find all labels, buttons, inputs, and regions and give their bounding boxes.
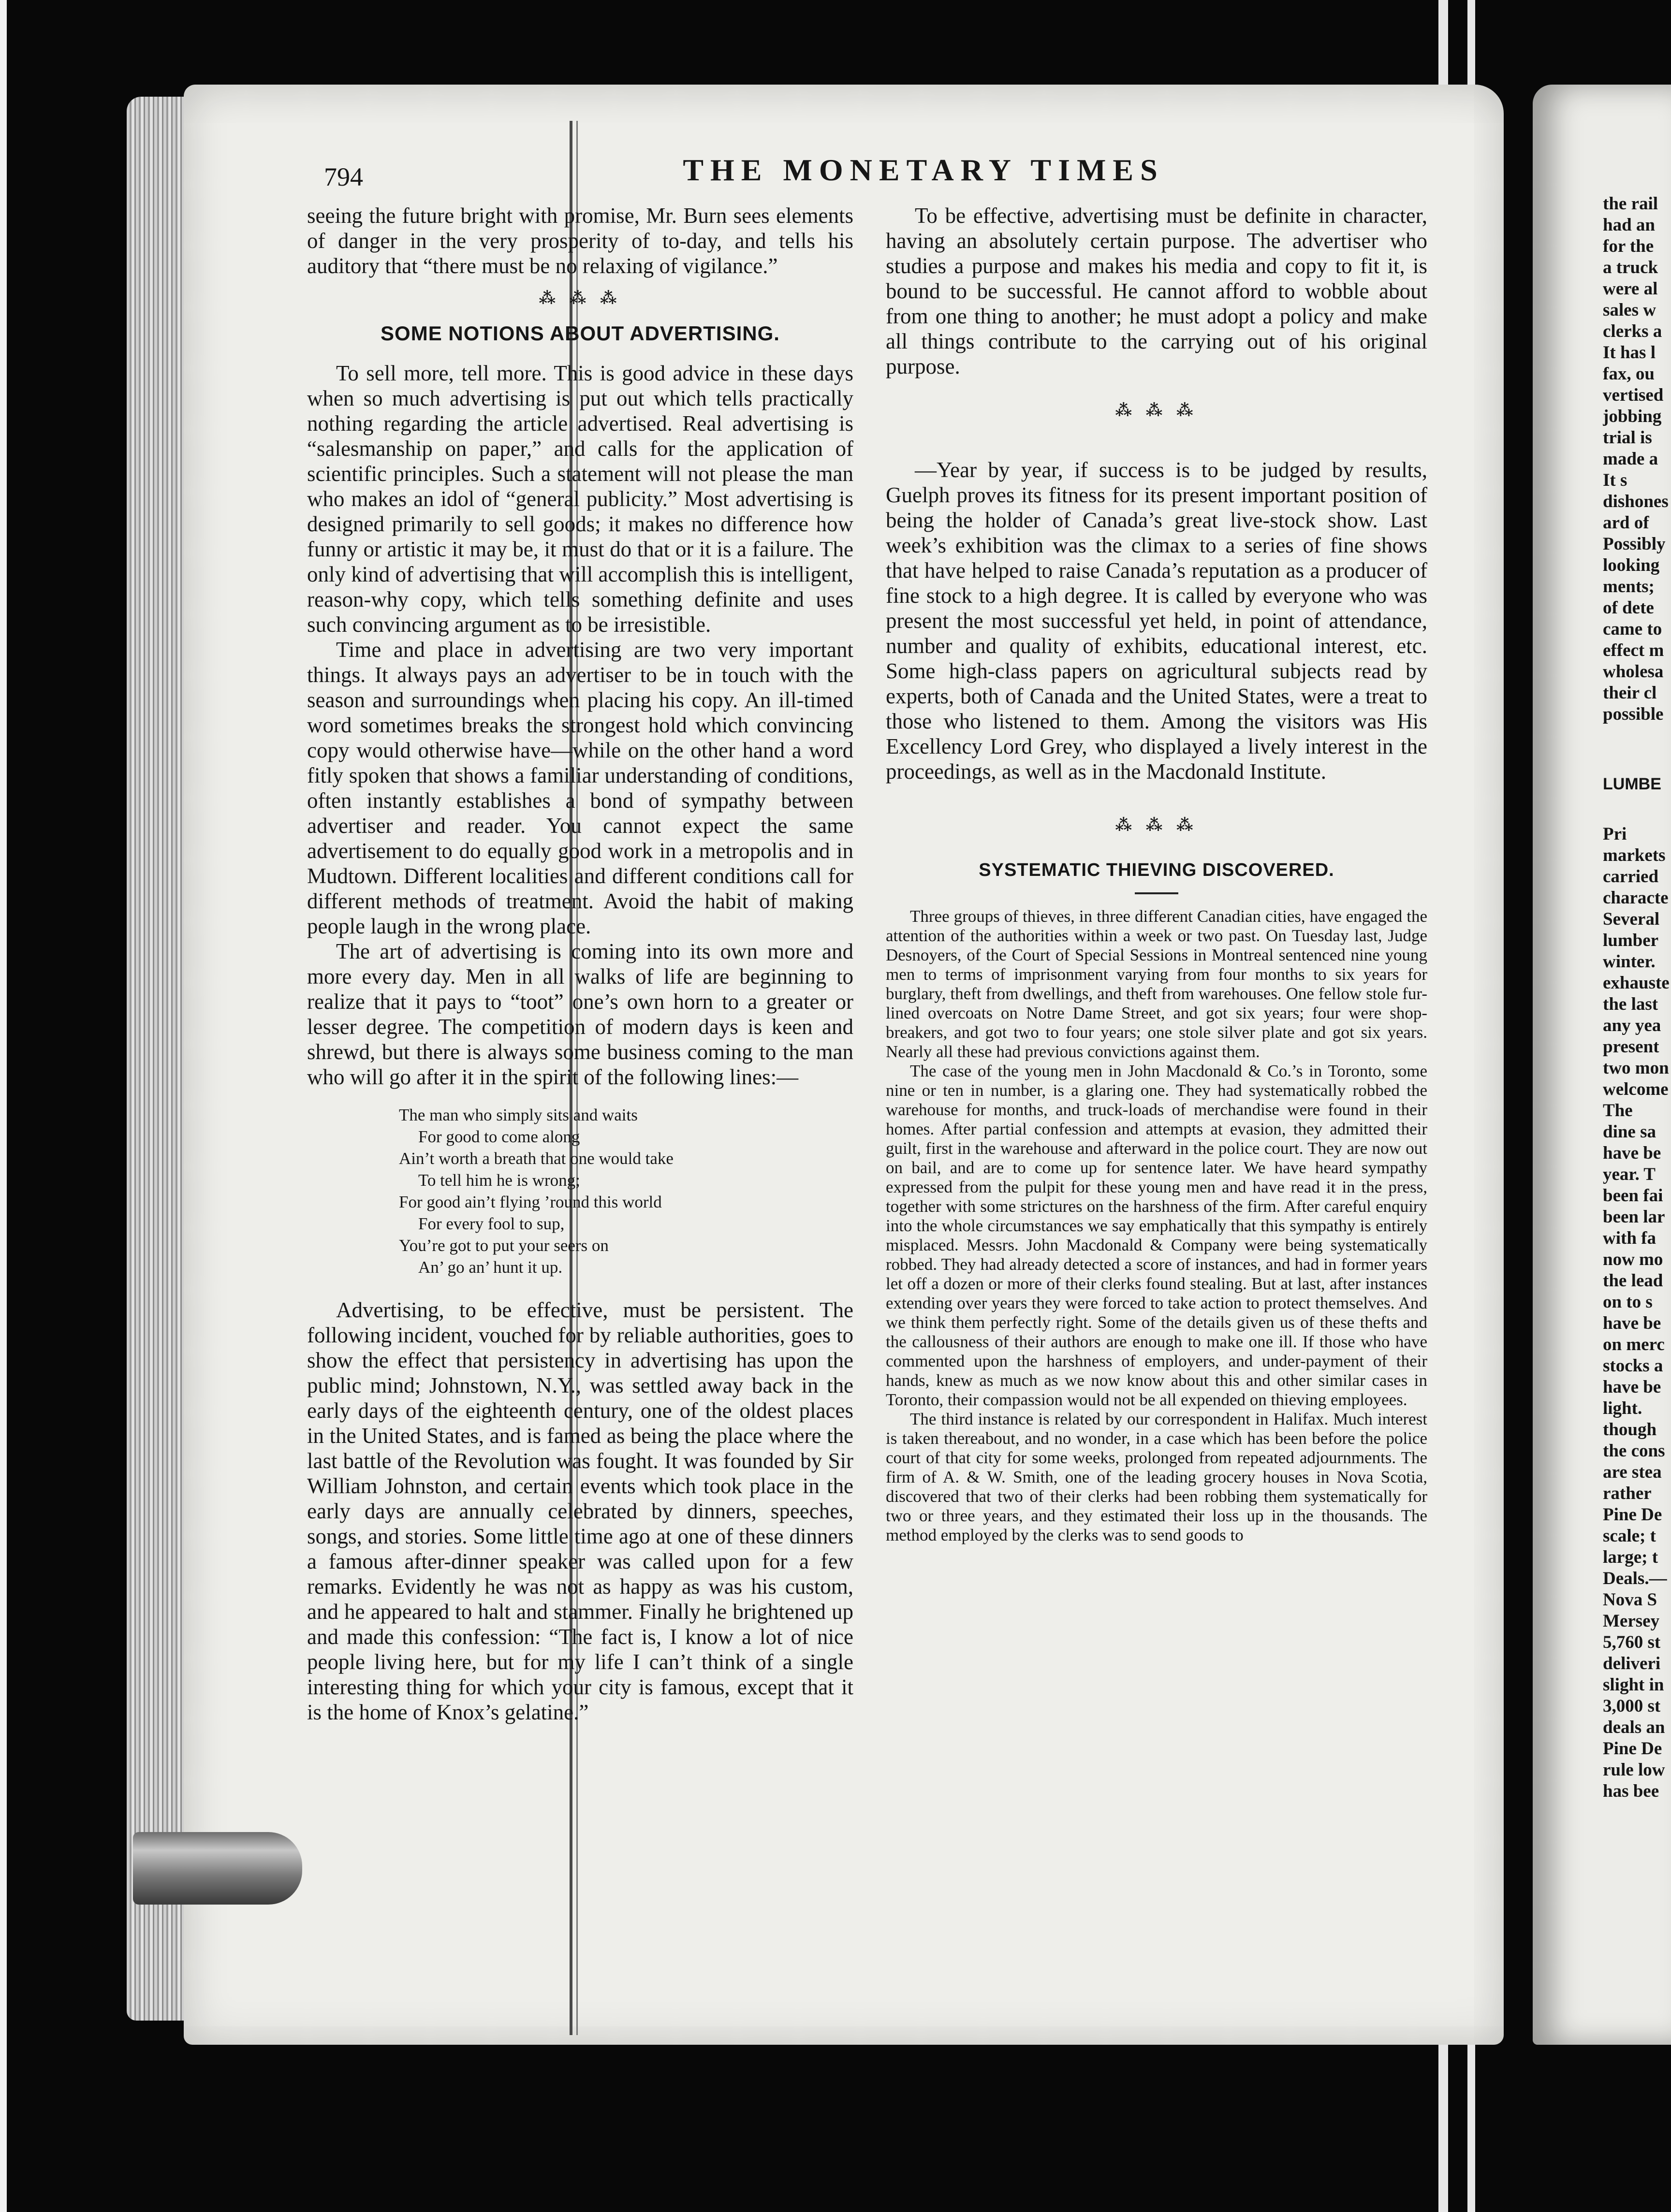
facing-line: year. T [1603, 1164, 1656, 1184]
facing-line: ard of [1603, 513, 1649, 533]
facing-line: made a [1603, 449, 1658, 469]
section-ornament: ⁂ ⁂ ⁂ [1115, 816, 1198, 834]
facing-line: looking [1603, 555, 1660, 575]
facing-line: Mersey [1603, 1611, 1660, 1631]
poem-line: Ain’t worth a breath that one would take [399, 1149, 674, 1168]
section-ornament: ⁂ ⁂ ⁂ [1115, 402, 1198, 420]
article-paragraph: To be effective, advertising must be definite in character, having an absolutely certain purpose. The advertiser who studies a purpose and makes his media and copy to fit it, is bound to be successful. He cannot afford to wobble about from one thing to another; he must adopt a policy and make all things contribute to the carrying out of his original purpose. [886, 204, 1427, 378]
facing-line: ments; [1603, 577, 1655, 597]
facing-line: fax, ou [1603, 364, 1655, 384]
facing-line: Pine De [1603, 1505, 1662, 1525]
facing-line: on merc [1603, 1335, 1665, 1354]
facing-line: rule low [1603, 1760, 1665, 1780]
facing-line: Possibly [1603, 534, 1666, 554]
facing-line: scale; t [1603, 1526, 1656, 1546]
facing-line: wholesa [1603, 662, 1664, 682]
facing-line: large; t [1603, 1547, 1658, 1567]
facing-line: came to [1603, 619, 1662, 639]
facing-line: Nova S [1603, 1590, 1657, 1610]
facing-line: their cl [1603, 683, 1657, 703]
facing-line: deals an [1603, 1717, 1665, 1737]
continued-paragraph: seeing the future bright with promise, Mr. Burn sees elements of danger in the very prosperity of to-day, and tells his auditory that “there must be no relaxing of vigilance.” [307, 204, 853, 278]
facing-line: have be [1603, 1377, 1661, 1397]
facing-line: for the [1603, 236, 1654, 256]
film-edge-left-bar [0, 0, 7, 2212]
page-number: 794 [324, 162, 363, 191]
facing-line: jobbing [1603, 407, 1662, 426]
facing-line: now mo [1603, 1250, 1663, 1269]
poem-line: For good ain’t flying ’round this world [399, 1193, 662, 1211]
facing-line: Pri [1603, 824, 1627, 844]
facing-line: 5,760 st [1603, 1632, 1661, 1652]
facing-line: deliveri [1603, 1654, 1661, 1674]
facing-line: lumber [1603, 931, 1659, 950]
facing-line: rather [1603, 1484, 1652, 1503]
facing-line: carried [1603, 867, 1659, 887]
left-column [307, 203, 853, 1725]
facing-line: It s [1603, 470, 1627, 490]
journal-title: THE MONETARY TIMES [683, 153, 1164, 187]
facing-heading: LUMBE [1603, 775, 1661, 793]
facing-line: The [1603, 1101, 1633, 1121]
facing-line: has bee [1603, 1781, 1659, 1801]
facing-line: the cons [1603, 1441, 1665, 1461]
facing-line: characte [1603, 888, 1669, 908]
article-paragraph: The case of the young men in John Macdonald & Co.’s in Toronto, some nine or ten in number, is a glaring one. They had systematically robbed the warehouse for months, and truck-loads of merchandise were found in their homes. After partial confession and attempts at evasion, they admitted their guilt, first in the warehouse and afterward in the police court. They are now out on bail, and are to come up for sentence later. We have heard sympathy expressed from the pulpit for these young men and have read it in the press, together with some strictures on the harshness of the firm. After careful enquiry into the whole circumstances we say emphatically that this sympathy is entirely misplaced. Messrs. John Macdonald & Company were being systematically robbed. They had already detected a score of instances, and had in former years let off a dozen or more of their clerks found stealing. But at last, after instances extending over years they were forced to take action to protect themselves. And we think them perfectly right. Some of the details given us of these thefts and the callousness of their authors are enough to make one ill. If those who have commented upon the harshness of employers, and under-payment of their hands, knew as much as we now know about this and other similar cases in Toronto, their compassion would not be all expended on thieving employees. [886, 1062, 1427, 1409]
facing-spacer [1603, 795, 1671, 824]
facing-line: of dete [1603, 598, 1654, 618]
facing-line: the lead [1603, 1271, 1663, 1291]
article-paragraph: The art of advertising is coming into its own more and more every day. Men in all walks of life are beginning to realize that it pays to “toot” one’s own horn to a greater or lesser degree. The competition of modern days is keen and shrewd, but there is always some business coming to the man who will go after it in the spirit of the following lines:— [307, 939, 853, 1089]
poem-line: The man who simply sits and waits [399, 1106, 638, 1124]
facing-line: sales w [1603, 300, 1656, 320]
facing-line: been fai [1603, 1186, 1663, 1206]
facing-line: any yea [1603, 1016, 1661, 1035]
thieving-article-body [886, 907, 1427, 1545]
poem-line: For every fool to sup, [418, 1214, 565, 1233]
facing-line: vertised [1603, 385, 1664, 405]
facing-line: dishones [1603, 492, 1669, 511]
right-column [886, 203, 1427, 1545]
facing-line: welcome [1603, 1079, 1669, 1099]
facing-line: were al [1603, 279, 1658, 299]
facing-line: markets [1603, 845, 1666, 865]
poem-line: An’ go an’ hunt it up. [418, 1258, 563, 1277]
facing-line: two mon [1603, 1058, 1669, 1078]
facing-line: are stea [1603, 1462, 1662, 1482]
facing-line: effect m [1603, 640, 1664, 660]
article-paragraph: Three groups of thieves, in three different Canadian cities, have engaged the attention of the authorities within a week or two past. On Tuesday last, Judge Desnoyers, of the Court of Special Sessions in Montreal sentenced nine young men to terms of imprisonment varying from four months to six years for burglary, theft from dwellings, and theft from warehouses. One fellow stole fur-lined overcoats on Notre Dame Street, and got six years; four were shop-breakers, and got two to four years; one stole silver plate and got six years. Nearly all these had previous convictions against them. [886, 907, 1427, 1061]
facing-line: It has l [1603, 343, 1656, 363]
facing-line: slight in [1603, 1675, 1664, 1695]
facing-line: had an [1603, 215, 1655, 235]
poem-line: For good to come along [418, 1127, 580, 1146]
facing-line: a truck [1603, 258, 1658, 277]
facing-line: though [1603, 1420, 1657, 1440]
facing-line: present [1603, 1037, 1659, 1057]
facing-line: winter. [1603, 952, 1656, 972]
facing-spacer [1603, 725, 1671, 773]
facing-line: on to s [1603, 1292, 1653, 1312]
article-paragraph: Time and place in advertising are two very important things. It always pays an advertiser to be in touch with the season and surroundings when placing his copy. An ill-timed word sometimes breaks the strongest hold which convincing copy would otherwise have—while on the other hand a word fitly spoken that shows a familiar understanding of conditions, often instantly establishes a bond of sympathy between advertiser and reader. You cannot expect the same advertisement to do equally good work in a metropolis and in Mudtown. Different localities and different conditions call for different methods of treatment. Avoid the habit of making people laugh in the wrong place. [307, 638, 853, 938]
poem-line: You’re got to put your seers on [399, 1236, 609, 1255]
facing-line: with fa [1603, 1228, 1656, 1248]
heading-rule [1135, 892, 1178, 894]
facing-line: dine sa [1603, 1122, 1656, 1142]
facing-page-column [1603, 193, 1671, 1802]
facing-line: Deals.— [1603, 1569, 1667, 1588]
article-paragraph: The third instance is related by our correspondent in Halifax. Much interest is taken thereabout, and no wonder, in a case which has been before the police court of that city for some weeks, prolonged from repeated adjournments. The firm of A. & W. Smith, one of the leading grocery houses in Nova Scotia, discovered that two of their clerks had been robbing them systematically for two or three years, and they estimated their loss up in the thousands. The method employed by the clerks was to send goods to [886, 1410, 1427, 1544]
facing-line: been lar [1603, 1207, 1665, 1227]
facing-line: have be [1603, 1143, 1661, 1163]
facing-line: exhauste [1603, 973, 1670, 993]
facing-line: the rail [1603, 194, 1658, 214]
facing-line: stocks a [1603, 1356, 1663, 1376]
facing-line: 3,000 st [1603, 1696, 1661, 1716]
news-item-guelph: —Year by year, if success is to be judged by results, Guelph proves its fitness for its present important position of being the holder of Canada’s great live-stock show. Last week’s exhibition was the climax to a series of fine shows that have helped to raise Canada’s reputation as a producer of fine stock to a high degree. It is called by everyone who was present the most successful yet held, in point of attendance, number and quality of exhibits, educational interest, etc. Some high-class papers on agricultural subjects read by experts, both of Canada and the United States, were a treat to those who listened to them. Among the visitors was His Excellency Lord Grey, who displayed a lively interest in the proceedings, as well as in the Macdonald Institute. [886, 458, 1427, 784]
article-heading-advertising: SOME NOTIONS ABOUT ADVERTISING. [381, 322, 780, 345]
facing-line: the last [1603, 994, 1658, 1014]
article-paragraph: To sell more, tell more. This is good advice in these days when so much advertising is put out which tells practically nothing regarding the article advertised. Real advertising is “salesmanship on paper,” and calls for the application of scientific principles. Such a statement will not please the man who makes an idol of “general publicity.” Most advertising is designed primarily to sell goods; it makes no difference how funny or artistic it may be, it must do that or it is a failure. The only kind of advertising that will accomplish this is intelligent, reason-why copy, which tells something definite and uses such convincing argument as to be irresistible. [307, 361, 853, 637]
facing-line: trial is [1603, 428, 1652, 448]
facing-line: clerks a [1603, 321, 1662, 341]
facing-line: Several [1603, 909, 1660, 929]
article-heading-thieving: SYSTEMATIC THIEVING DISCOVERED. [979, 860, 1334, 880]
section-ornament: ⁂ ⁂ ⁂ [539, 290, 622, 307]
facing-line: have be [1603, 1313, 1661, 1333]
facing-line: light. [1603, 1398, 1642, 1418]
running-head [324, 152, 1426, 196]
facing-line: possible [1603, 704, 1664, 724]
binder-clip [133, 1832, 302, 1905]
facing-line: Pine De [1603, 1739, 1662, 1759]
poem-block [399, 1104, 853, 1278]
article-paragraph: Advertising, to be effective, must be persistent. The following incident, vouched for by reliable authorities, goes to show the effect that persistency in advertising has upon the public mind; Johnstown, N.Y., was settled away back in the early days of the eighteenth century, one of the oldest places in the United States, and is famed as being the place where the last battle of the Revolution was fought. It was founded by Sir William Johnston, and certain events which took place in the early days are annually celebrated by dinners, speeches, songs, and stories. Some little time ago at one of these dinners a famous after-dinner speaker was called upon for a few remarks. Evidently he was not as happy as was his custom, and he appeared to halt and stammer. Finally he brightened up and made this confession: “The fact is, I know a lot of nice people living here, but for my life I can’t think of a single interesting thing for which your city is famous, except that it is the home of Knox’s gelatine.” [307, 1298, 853, 1724]
poem-line: To tell him he is wrong; [418, 1171, 580, 1190]
